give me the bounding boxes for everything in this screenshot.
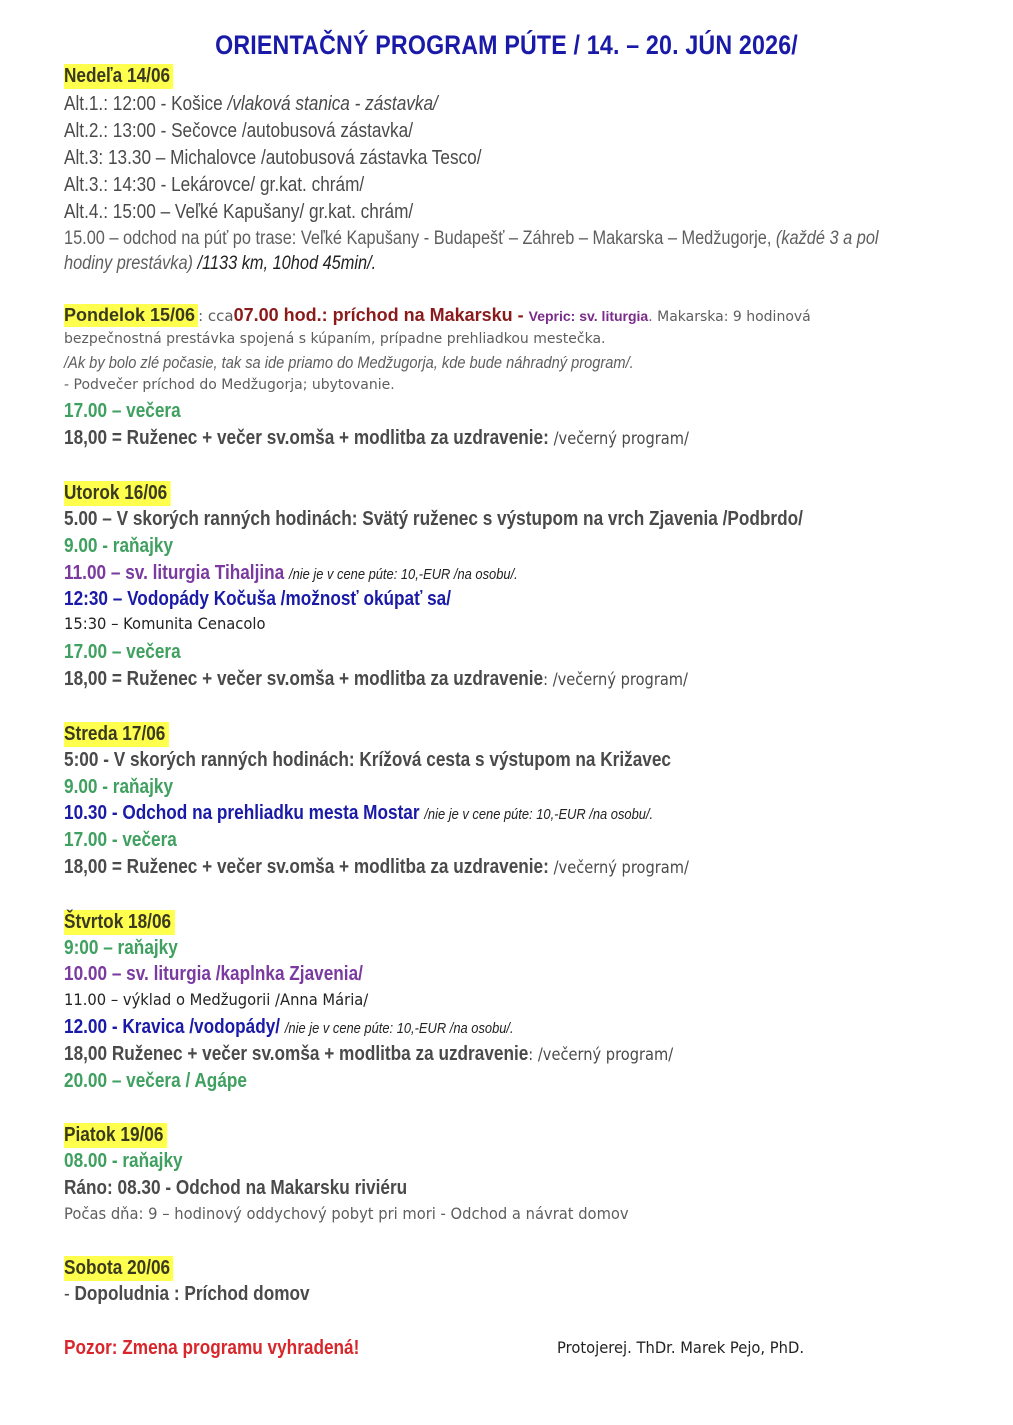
sunday-departure-line2 [64, 253, 376, 275]
wednesday-trip [64, 802, 653, 825]
monday-line4: - Podvečer príchod do Medžugorja; ubytovanie. [64, 377, 395, 393]
monday-liturgy: Vepric: sv. liturgia [528, 308, 649, 324]
wednesday-evening [64, 856, 689, 879]
friday-day-note: Počas dňa: 9 – hodinový oddychový pobyt pri mori - Odchod a návrat domov [64, 1204, 629, 1223]
thursday-breakfast: 9:00 – raňajky [64, 937, 178, 959]
day-label: Piatok 19/06 [64, 1123, 167, 1148]
warning-text: Pozor: Zmena programu vyhradená! [64, 1337, 360, 1359]
alt1-text: Alt.1.: 12:00 - Košice [64, 93, 228, 115]
tuesday-dinner: 17.00 – večera [64, 641, 181, 663]
evening-program-note: : /večerný program/ [543, 670, 688, 690]
wednesday-dinner: 17.00 - večera [64, 829, 177, 851]
day-header-thursday [64, 910, 193, 935]
day-label: Sobota 20/06 [64, 1256, 174, 1281]
tuesday-trip: 12:30 – Vodopády Kočuša /možnosť okúpať sa/ [64, 588, 452, 610]
thursday-liturgy: 10.00 – sv. liturgia /kaplnka Zjavenia/ [64, 963, 363, 985]
trip-text: 10.30 - Odchod na prehliadku mesta Mostar [64, 802, 425, 824]
monday-arrival: 07.00 hod.: príchod na Makarsku - [233, 305, 529, 325]
sunday-alt4: Alt.4.: 15:00 – Veľké Kapušany/ gr.kat. chrám/ [64, 201, 414, 223]
wednesday-early: 5:00 - V skorých ranných hodinách: Krížová cesta s výstupom na Križavec [64, 749, 671, 771]
thursday-evening [64, 1043, 673, 1066]
evening-program-note: /večerný program/ [553, 429, 689, 449]
saturday-arrival [64, 1283, 310, 1306]
evening-program-note: : /večerný program/ [528, 1045, 674, 1065]
page-title: ORIENTAČNÝ PROGRAM PÚTE / 14. – 20. JÚN 2026/ [215, 30, 798, 60]
departure-distance: /1133 km, 10hod 45min/. [197, 253, 377, 274]
day-header-tuesday [64, 481, 188, 506]
evening-program: 18,00 = Ruženec + večer sv.omša + modlitba za uzdravenie: [64, 856, 554, 878]
day-header-wednesday [64, 722, 186, 747]
tuesday-evening [64, 668, 688, 691]
day-header-saturday [64, 1256, 191, 1281]
day-header-friday [64, 1123, 184, 1148]
friday-breakfast: 08.00 - raňajky [64, 1150, 183, 1172]
signature: Protojerej. ThDr. Marek Pejo, PhD. [557, 1338, 805, 1357]
thursday-trip [64, 1016, 514, 1039]
day-label: Nedeľa 14/06 [64, 64, 174, 89]
monday-sep: : cca [198, 307, 234, 325]
price-note: /nie je v cene púte: 10,-EUR /na osobu/. [424, 806, 654, 823]
price-note: /nie je v cene púte: 10,-EUR /na osobu/. [284, 1020, 514, 1037]
tuesday-breakfast: 9.00 - raňajky [64, 535, 174, 557]
sunday-alt2: Alt.2.: 13:00 - Sečovce /autobusová zástavka/ [64, 120, 413, 142]
day-label: Pondelok 15/06 [64, 304, 198, 327]
day-header-sunday [64, 64, 191, 89]
tuesday-liturgy [64, 562, 518, 585]
thursday-dinner: 20.00 – večera / Agápe [64, 1070, 247, 1092]
day-label: Streda 17/06 [64, 722, 169, 747]
departure-break-note: (každé 3 a pol [775, 228, 879, 249]
sunday-alt3b: Alt.3.: 14:30 - Lekárovce/ gr.kat. chrám/ [64, 174, 365, 196]
day-label: Štvrtok 18/06 [64, 910, 175, 935]
sunday-alt3: Alt.3: 13.30 – Michalovce /autobusová zástavka Tesco/ [64, 147, 482, 169]
evening-program: 18,00 = Ruženec + večer sv.omša + modlitba za uzdravenie [64, 668, 544, 690]
departure-route: 15.00 – odchod na púť po trase: Veľké Kapušany - Budapešť – Záhreb – Makarska – Medžugorje, [64, 228, 776, 249]
dash: - [64, 1283, 75, 1305]
arrival-text: Dopoludnia : Príchod domov [74, 1283, 310, 1305]
monday-evening [64, 427, 689, 450]
sunday-departure-line1 [64, 228, 879, 250]
price-note: /nie je v cene púte: 10,-EUR /na osobu/. [288, 566, 518, 583]
monday-makarska-note: . Makarska: 9 hodinová [648, 309, 811, 325]
monday-line2: bezpečnostná prestávka spojená s kúpaním, prípadne prehliadkou mestečka. [64, 331, 606, 347]
sunday-alt1 [64, 93, 438, 116]
evening-program: 18,00 = Ruženec + večer sv.omša + modlitba za uzdravenie: [64, 427, 554, 449]
evening-program: 18,00 Ruženec + večer sv.omša + modlitba za uzdravenie [64, 1043, 529, 1065]
alt1-location: /vlaková stanica - zástavka/ [227, 93, 438, 115]
wednesday-breakfast: 9.00 - raňajky [64, 776, 174, 798]
liturgy-text: 11.00 – sv. liturgia Tihaljina [64, 562, 289, 584]
thursday-lecture: 11.00 – výklad o Medžugorii /Anna Mária/ [64, 990, 369, 1009]
evening-program-note: /večerný program/ [553, 858, 689, 878]
monday-dinner: 17.00 – večera [64, 400, 181, 422]
friday-departure: Ráno: 08.30 - Odchod na Makarsku riviéru [64, 1177, 408, 1199]
tuesday-early: 5.00 – V skorých ranných hodinách: Svätý ruženec s výstupom na vrch Zjavenia /Podbrdo/ [64, 508, 803, 530]
day-label: Utorok 16/06 [64, 481, 171, 506]
trip-text: 12.00 - Kravica /vodopády/ [64, 1016, 285, 1038]
tuesday-community: 15:30 – Komunita Cenacolo [64, 614, 266, 633]
monday-weather-note: /Ak by bolo zlé počasie, tak sa ide priamo do Medžugorja, kde bude náhradný program/. [64, 353, 634, 372]
monday-header-line [64, 304, 811, 327]
departure-break-note-cont: hodiny prestávka) [64, 253, 198, 274]
